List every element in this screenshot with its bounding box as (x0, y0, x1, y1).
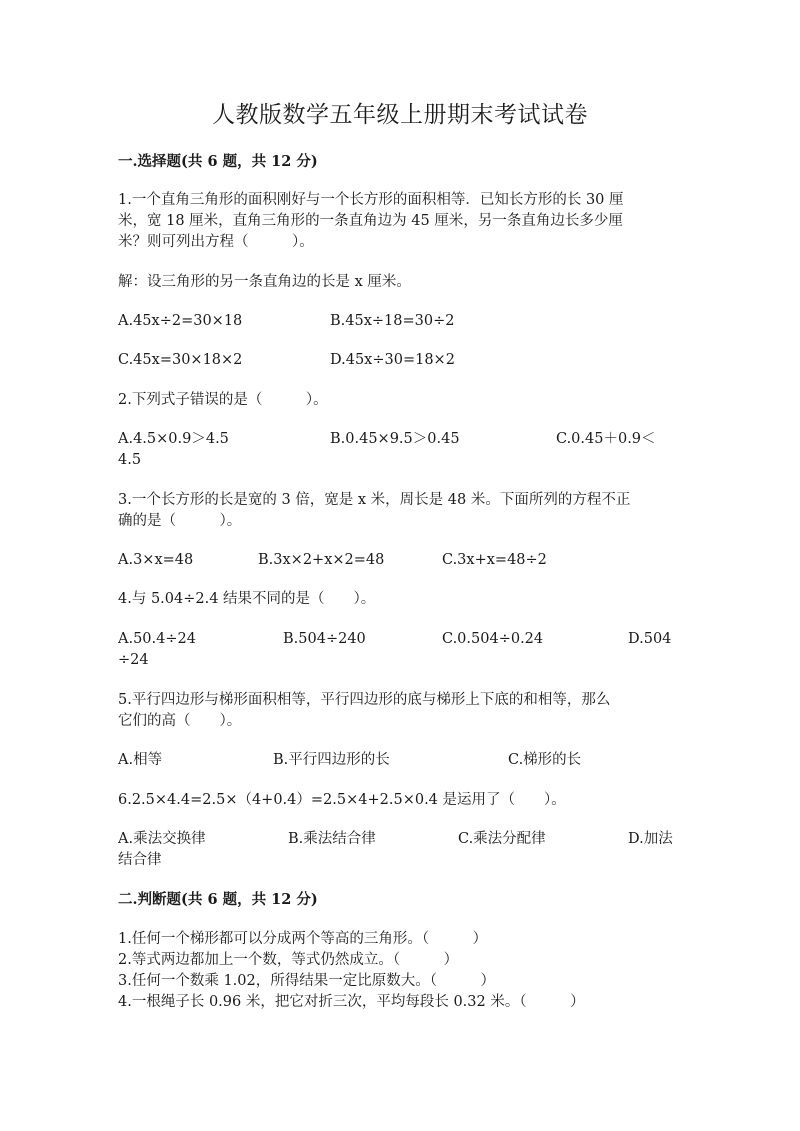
question-3-stem-line-1: 3.一个长方形的长是宽的 3 倍，宽是 x 米，周长是 48 米。下面所列的方程不正 (118, 492, 631, 508)
judgement-item-2: 2.等式两边都加上一个数，等式仍然成立。（ ） (118, 952, 459, 968)
question-4-option-a[interactable]: A.50.4÷24 (118, 631, 196, 647)
question-6-option-b[interactable]: B.乘法结合律 (288, 831, 376, 847)
question-2-stem: 2.下列式子错误的是（ ）。 (118, 392, 328, 408)
question-3-option-a[interactable]: A.3×x=48 (118, 552, 194, 568)
question-4-stem: 4.与 5.04÷2.4 结果不同的是（ ）。 (118, 591, 376, 607)
question-3-option-b[interactable]: B.3x×2+x×2=48 (258, 552, 385, 568)
question-2-option-c-wrap: 4.5 (118, 452, 142, 468)
question-1-option-c[interactable]: C.45x=30×18×2 (118, 352, 243, 368)
question-2-option-b[interactable]: B.0.45×9.5＞0.45 (330, 431, 460, 447)
page-title: 人教版数学五年级上册期末考试试卷 (212, 102, 588, 128)
question-5-option-a[interactable]: A.相等 (118, 752, 163, 768)
question-1-stem-line-3: 米？则可列出方程（ ）。 (118, 234, 314, 250)
question-5-option-c[interactable]: C.梯形的长 (508, 752, 582, 768)
question-3-option-c[interactable]: C.3x+x=48÷2 (442, 552, 547, 568)
section-heading-choice: 一.选择题(共 6 题，共 12 分) (118, 153, 318, 170)
judgement-item-1: 1.任何一个梯形都可以分成两个等高的三角形。（ ） (118, 931, 488, 947)
judgement-item-3: 3.任何一个数乘 1.02，所得结果一定比原数大。（ ） (118, 973, 495, 989)
question-1-stem-line-2: 米，宽 18 厘米，直角三角形的一条直角边为 45 厘米，另一条直角边长多少厘 (118, 213, 623, 229)
question-6-option-d[interactable]: D.加法 (628, 831, 673, 847)
question-6-stem: 6.2.5×4.4=2.5×（4+0.4）=2.5×4+2.5×0.4 是运用了（ ）。 (118, 792, 566, 808)
question-5-stem-line-2: 它们的高（ ）。 (118, 713, 242, 729)
question-5-stem-line-1: 5.平行四边形与梯形面积相等，平行四边形的底与梯形上下底的和相等，那么 (118, 692, 611, 708)
question-4-option-b[interactable]: B.504÷240 (283, 631, 366, 647)
question-6-option-c[interactable]: C.乘法分配律 (458, 831, 546, 847)
question-2-option-c[interactable]: C.0.45＋0.9＜ (556, 431, 656, 447)
question-4-option-c[interactable]: C.0.504÷0.24 (442, 631, 544, 647)
question-1-option-a[interactable]: A.45x÷2=30×18 (118, 313, 243, 329)
question-1-stem-line-1: 1.一个直角三角形的面积刚好与一个长方形的面积相等．已知长方形的长 30 厘 (118, 192, 624, 208)
question-1-option-d[interactable]: D.45x÷30=18×2 (330, 352, 455, 368)
question-4-option-d[interactable]: D.504 (628, 631, 672, 647)
judgement-item-4: 4.一根绳子长 0.96 米，把它对折三次，平均每段长 0.32 米。（ ） (118, 994, 585, 1010)
section-heading-judgement: 二.判断题(共 6 题，共 12 分) (118, 891, 318, 908)
question-1-note: 解：设三角形的另一条直角边的长是 x 厘米。 (118, 274, 411, 290)
question-6-option-a[interactable]: A.乘法交换律 (118, 831, 206, 847)
question-4-option-d-wrap: ÷24 (118, 652, 149, 668)
question-5-option-b[interactable]: B.平行四边形的长 (273, 752, 390, 768)
question-3-stem-line-2: 确的是（ ）。 (118, 513, 242, 529)
question-6-option-d-wrap: 结合律 (118, 852, 162, 868)
question-2-option-a[interactable]: A.4.5×0.9＞4.5 (118, 431, 229, 447)
question-1-option-b[interactable]: B.45x÷18=30÷2 (330, 313, 455, 329)
